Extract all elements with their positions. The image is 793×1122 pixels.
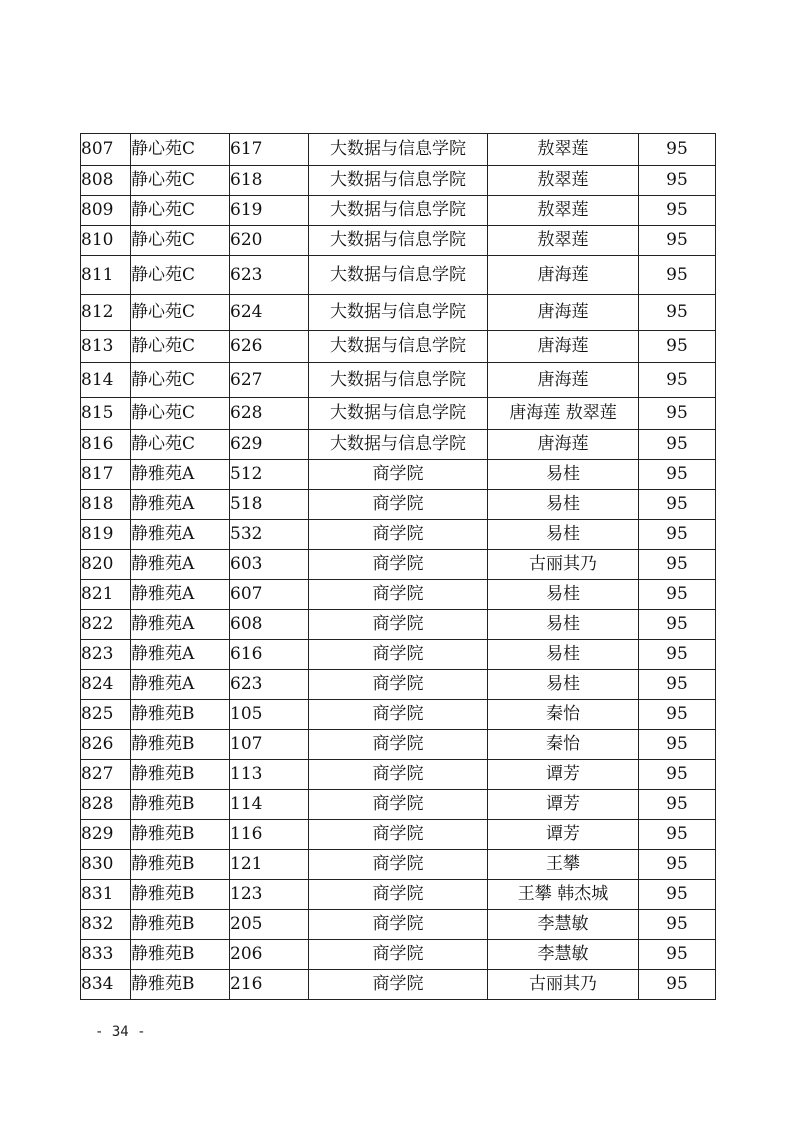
cell-building: 静心苑C (131, 331, 230, 363)
cell-inspector: 唐海莲 (488, 256, 639, 295)
cell-building: 静雅苑A (131, 460, 230, 490)
cell-college: 大数据与信息学院 (309, 256, 488, 295)
cell-score: 95 (639, 610, 716, 640)
cell-college: 商学院 (309, 610, 488, 640)
cell-number: 834 (81, 970, 131, 1000)
cell-college: 商学院 (309, 640, 488, 670)
cell-score: 95 (639, 520, 716, 550)
cell-room: 114 (230, 790, 309, 820)
cell-room: 629 (230, 430, 309, 460)
cell-college: 商学院 (309, 730, 488, 760)
table-row (81, 430, 716, 460)
cell-number: 815 (81, 398, 131, 430)
cell-building: 静雅苑B (131, 760, 230, 790)
cell-score: 95 (639, 820, 716, 850)
table-row (81, 760, 716, 790)
cell-score: 95 (639, 430, 716, 460)
table-row (81, 730, 716, 760)
cell-room: 628 (230, 398, 309, 430)
cell-inspector: 秦怡 (488, 730, 639, 760)
cell-building: 静心苑C (131, 226, 230, 256)
cell-inspector: 易桂 (488, 460, 639, 490)
cell-room: 121 (230, 850, 309, 880)
cell-number: 822 (81, 610, 131, 640)
cell-building: 静雅苑A (131, 610, 230, 640)
cell-building: 静心苑C (131, 256, 230, 295)
table-row (81, 910, 716, 940)
table-row (81, 460, 716, 490)
table-row (81, 970, 716, 1000)
cell-building: 静心苑C (131, 134, 230, 166)
cell-college: 大数据与信息学院 (309, 398, 488, 430)
cell-building: 静雅苑A (131, 520, 230, 550)
cell-inspector: 易桂 (488, 520, 639, 550)
cell-building: 静心苑C (131, 398, 230, 430)
table-row (81, 134, 716, 166)
cell-building: 静雅苑B (131, 970, 230, 1000)
cell-number: 819 (81, 520, 131, 550)
cell-college: 商学院 (309, 910, 488, 940)
cell-college: 商学院 (309, 970, 488, 1000)
cell-room: 620 (230, 226, 309, 256)
cell-college: 大数据与信息学院 (309, 134, 488, 166)
cell-score: 95 (639, 460, 716, 490)
cell-score: 95 (639, 730, 716, 760)
cell-inspector: 易桂 (488, 640, 639, 670)
cell-room: 216 (230, 970, 309, 1000)
cell-inspector: 谭芳 (488, 790, 639, 820)
cell-room: 532 (230, 520, 309, 550)
cell-building: 静雅苑B (131, 880, 230, 910)
cell-building: 静心苑C (131, 166, 230, 196)
cell-score: 95 (639, 490, 716, 520)
cell-building: 静雅苑A (131, 670, 230, 700)
cell-inspector: 唐海莲 敖翠莲 (488, 398, 639, 430)
cell-number: 827 (81, 760, 131, 790)
cell-score: 95 (639, 398, 716, 430)
table-row (81, 196, 716, 226)
cell-number: 831 (81, 880, 131, 910)
cell-number: 807 (81, 134, 131, 166)
cell-building: 静雅苑B (131, 700, 230, 730)
cell-building: 静心苑C (131, 363, 230, 398)
cell-inspector: 敖翠莲 (488, 134, 639, 166)
cell-inspector: 王攀 (488, 850, 639, 880)
cell-inspector: 李慧敏 (488, 910, 639, 940)
cell-room: 617 (230, 134, 309, 166)
cell-score: 95 (639, 580, 716, 610)
cell-room: 624 (230, 295, 309, 331)
cell-room: 206 (230, 940, 309, 970)
cell-college: 大数据与信息学院 (309, 363, 488, 398)
cell-room: 116 (230, 820, 309, 850)
cell-score: 95 (639, 295, 716, 331)
cell-score: 95 (639, 166, 716, 196)
cell-room: 627 (230, 363, 309, 398)
cell-room: 603 (230, 550, 309, 580)
cell-college: 商学院 (309, 670, 488, 700)
table-row (81, 610, 716, 640)
cell-college: 大数据与信息学院 (309, 295, 488, 331)
cell-number: 830 (81, 850, 131, 880)
dormitory-score-table (80, 133, 716, 1000)
cell-score: 95 (639, 940, 716, 970)
cell-room: 623 (230, 256, 309, 295)
cell-college: 商学院 (309, 760, 488, 790)
cell-college: 大数据与信息学院 (309, 196, 488, 226)
page-number: - 34 - (95, 1024, 146, 1040)
cell-college: 大数据与信息学院 (309, 166, 488, 196)
cell-number: 828 (81, 790, 131, 820)
cell-college: 大数据与信息学院 (309, 430, 488, 460)
cell-number: 811 (81, 256, 131, 295)
cell-number: 824 (81, 670, 131, 700)
cell-room: 607 (230, 580, 309, 610)
table-row (81, 850, 716, 880)
cell-score: 95 (639, 970, 716, 1000)
cell-inspector: 谭芳 (488, 820, 639, 850)
cell-room: 123 (230, 880, 309, 910)
cell-building: 静雅苑B (131, 910, 230, 940)
cell-building: 静心苑C (131, 295, 230, 331)
cell-inspector: 敖翠莲 (488, 166, 639, 196)
cell-building: 静雅苑B (131, 820, 230, 850)
cell-score: 95 (639, 196, 716, 226)
cell-room: 113 (230, 760, 309, 790)
cell-building: 静雅苑A (131, 550, 230, 580)
cell-inspector: 易桂 (488, 610, 639, 640)
cell-inspector: 秦怡 (488, 700, 639, 730)
cell-room: 105 (230, 700, 309, 730)
cell-college: 商学院 (309, 940, 488, 970)
cell-building: 静雅苑B (131, 940, 230, 970)
cell-number: 809 (81, 196, 131, 226)
cell-room: 616 (230, 640, 309, 670)
cell-number: 812 (81, 295, 131, 331)
cell-score: 95 (639, 790, 716, 820)
cell-number: 826 (81, 730, 131, 760)
cell-number: 817 (81, 460, 131, 490)
cell-room: 626 (230, 331, 309, 363)
table-row (81, 820, 716, 850)
cell-inspector: 敖翠莲 (488, 226, 639, 256)
table-row (81, 790, 716, 820)
table-row (81, 331, 716, 363)
table-row (81, 700, 716, 730)
table-row (81, 520, 716, 550)
cell-building: 静雅苑A (131, 640, 230, 670)
cell-number: 823 (81, 640, 131, 670)
cell-room: 518 (230, 490, 309, 520)
table-row (81, 166, 716, 196)
cell-inspector: 唐海莲 (488, 363, 639, 398)
cell-room: 618 (230, 166, 309, 196)
cell-number: 820 (81, 550, 131, 580)
cell-score: 95 (639, 910, 716, 940)
cell-score: 95 (639, 640, 716, 670)
cell-college: 商学院 (309, 880, 488, 910)
cell-room: 619 (230, 196, 309, 226)
cell-score: 95 (639, 363, 716, 398)
cell-number: 833 (81, 940, 131, 970)
cell-number: 829 (81, 820, 131, 850)
cell-room: 623 (230, 670, 309, 700)
cell-number: 810 (81, 226, 131, 256)
cell-number: 808 (81, 166, 131, 196)
cell-inspector: 易桂 (488, 580, 639, 610)
cell-college: 商学院 (309, 460, 488, 490)
table-row (81, 670, 716, 700)
cell-building: 静雅苑B (131, 730, 230, 760)
cell-college: 商学院 (309, 520, 488, 550)
cell-building: 静雅苑B (131, 850, 230, 880)
cell-number: 832 (81, 910, 131, 940)
cell-college: 商学院 (309, 490, 488, 520)
table-row (81, 940, 716, 970)
cell-number: 813 (81, 331, 131, 363)
cell-inspector: 王攀 韩杰城 (488, 880, 639, 910)
cell-inspector: 古丽其乃 (488, 550, 639, 580)
cell-number: 814 (81, 363, 131, 398)
cell-college: 大数据与信息学院 (309, 226, 488, 256)
cell-room: 107 (230, 730, 309, 760)
cell-inspector: 唐海莲 (488, 430, 639, 460)
cell-room: 608 (230, 610, 309, 640)
cell-number: 816 (81, 430, 131, 460)
table-row (81, 580, 716, 610)
cell-inspector: 易桂 (488, 490, 639, 520)
cell-score: 95 (639, 134, 716, 166)
cell-score: 95 (639, 256, 716, 295)
cell-inspector: 易桂 (488, 670, 639, 700)
cell-college: 商学院 (309, 820, 488, 850)
cell-score: 95 (639, 670, 716, 700)
cell-college: 商学院 (309, 790, 488, 820)
table-row (81, 256, 716, 295)
cell-building: 静雅苑B (131, 790, 230, 820)
cell-college: 商学院 (309, 580, 488, 610)
cell-room: 512 (230, 460, 309, 490)
cell-college: 大数据与信息学院 (309, 331, 488, 363)
cell-building: 静心苑C (131, 430, 230, 460)
cell-inspector: 古丽其乃 (488, 970, 639, 1000)
cell-score: 95 (639, 226, 716, 256)
cell-college: 商学院 (309, 550, 488, 580)
cell-building: 静雅苑A (131, 580, 230, 610)
cell-building: 静心苑C (131, 196, 230, 226)
table-row (81, 398, 716, 430)
cell-room: 205 (230, 910, 309, 940)
cell-score: 95 (639, 760, 716, 790)
cell-college: 商学院 (309, 850, 488, 880)
cell-score: 95 (639, 550, 716, 580)
cell-number: 825 (81, 700, 131, 730)
cell-number: 821 (81, 580, 131, 610)
table-row (81, 640, 716, 670)
cell-college: 商学院 (309, 700, 488, 730)
table-row (81, 490, 716, 520)
cell-inspector: 唐海莲 (488, 331, 639, 363)
cell-building: 静雅苑A (131, 490, 230, 520)
cell-inspector: 谭芳 (488, 760, 639, 790)
cell-score: 95 (639, 331, 716, 363)
table-row (81, 295, 716, 331)
cell-inspector: 唐海莲 (488, 295, 639, 331)
cell-inspector: 李慧敏 (488, 940, 639, 970)
cell-score: 95 (639, 700, 716, 730)
cell-inspector: 敖翠莲 (488, 196, 639, 226)
table-row (81, 550, 716, 580)
cell-score: 95 (639, 880, 716, 910)
table-row (81, 363, 716, 398)
table-row (81, 226, 716, 256)
cell-number: 818 (81, 490, 131, 520)
table-body (81, 134, 716, 1000)
cell-score: 95 (639, 850, 716, 880)
table-row (81, 880, 716, 910)
